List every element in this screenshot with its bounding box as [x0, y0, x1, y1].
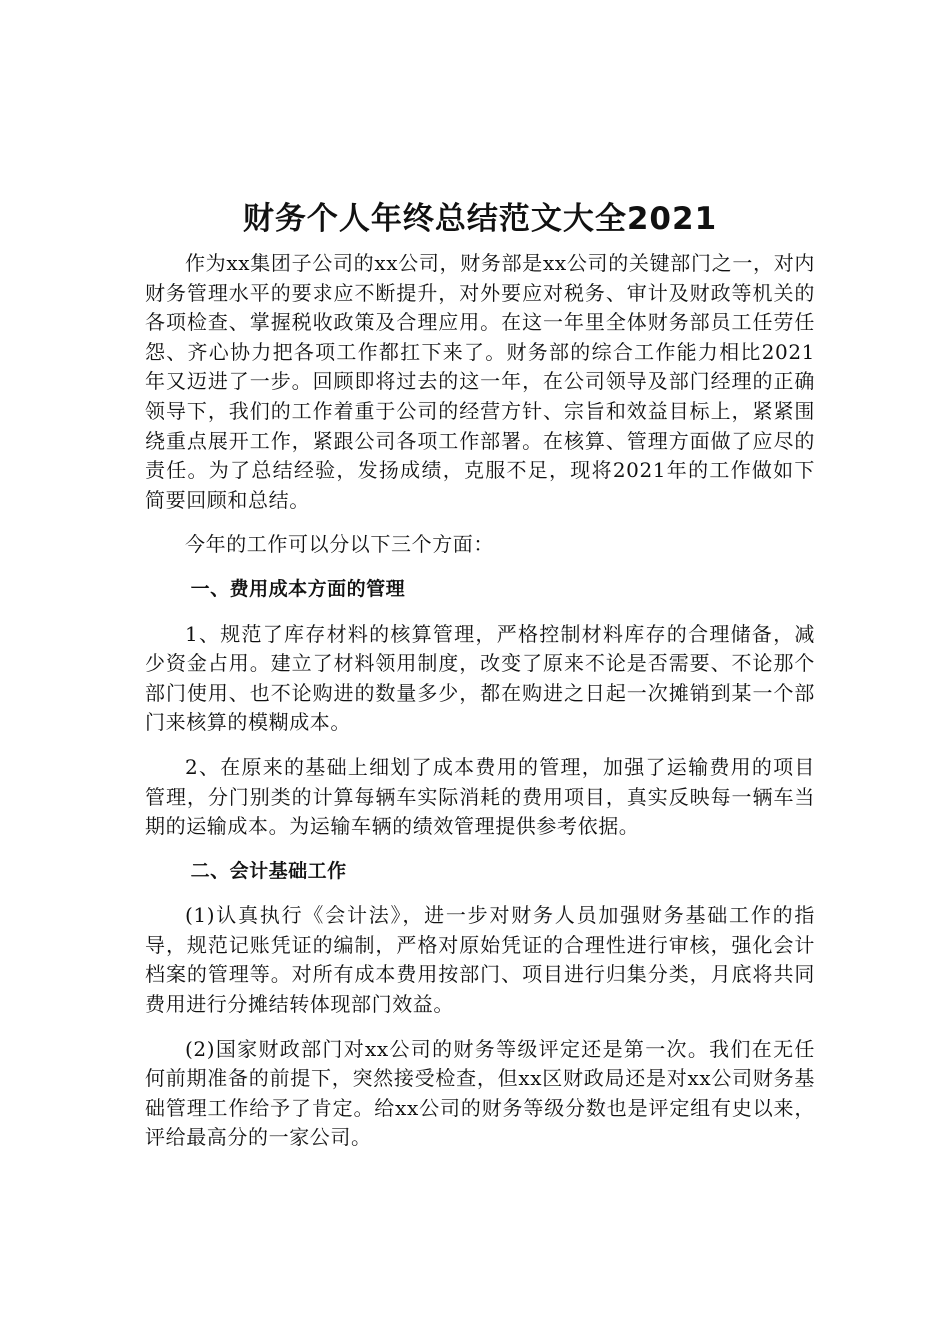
section-heading-cost-management: 一、费用成本方面的管理	[190, 577, 406, 600]
document-title: 财务个人年终总结范文大全2021	[242, 201, 718, 237]
section2-paragraph-2: (2)国家财政部门对xx公司的财务等级评定还是第一次。我们在无任何前期准备的前提下，突然接受检查，但xx区财政局还是对xx公司财务基础管理工作给予了肯定。给xx公司的财务等级分数也是评定组有史以来，评给最高分的一家公司。	[145, 1036, 815, 1150]
intro-paragraph: 作为xx集团子公司的xx公司，财务部是xx公司的关键部门之一，对内财务管理水平的要求应不断提升，对外要应对税务、审计及财政等机关的各项检查、掌握税收政策及合理应用。在这一年里全体财务部员工任劳任怨、齐心协力把各项工作都扛下来了。财务部的综合工作能力相比2021年又迈进了一步。回顾即将过去的这一年，在公司领导及部门经理的正确领导下，我们的工作着重于公司的经营方针、宗旨和效益目标上，紧紧围绕重点展开工作，紧跟公司各项工作部署。在核算、管理方面做了应尽的责任。为了总结经验，发扬成绩，克服不足，现将2021年的工作做如下简要回顾和总结。	[145, 251, 815, 512]
document-body	[145, 195, 815, 1168]
section1-paragraph-2: 2、在原来的基础上细划了成本费用的管理，加强了运输费用的项目管理，分门别类的计算每辆车实际消耗的费用项目，真实反映每一辆车当期的运输成本。为运输车辆的绩效管理提供参考依据。	[145, 754, 815, 839]
section1-paragraph-1: 1、规范了库存材料的核算管理，严格控制材料库存的合理储备，减少资金占用。建立了材料领用制度，改变了原来不论是否需要、不论那个部门使用、也不论购进的数量多少，都在购进之日起一次摊销到某一个部门来核算的模糊成本。	[145, 621, 815, 735]
section-heading-accounting-basics: 二、会计基础工作	[190, 859, 347, 882]
section2-paragraph-1: (1)认真执行《会计法》，进一步对财务人员加强财务基础工作的指导，规范记账凭证的编制，严格对原始凭证的合理性进行审核，强化会计档案的管理等。对所有成本费用按部门、项目进行归集分类，月底将共同费用进行分摊结转体现部门效益。	[145, 903, 815, 1017]
overview-paragraph: 今年的工作可以分以下三个方面：	[185, 532, 494, 557]
